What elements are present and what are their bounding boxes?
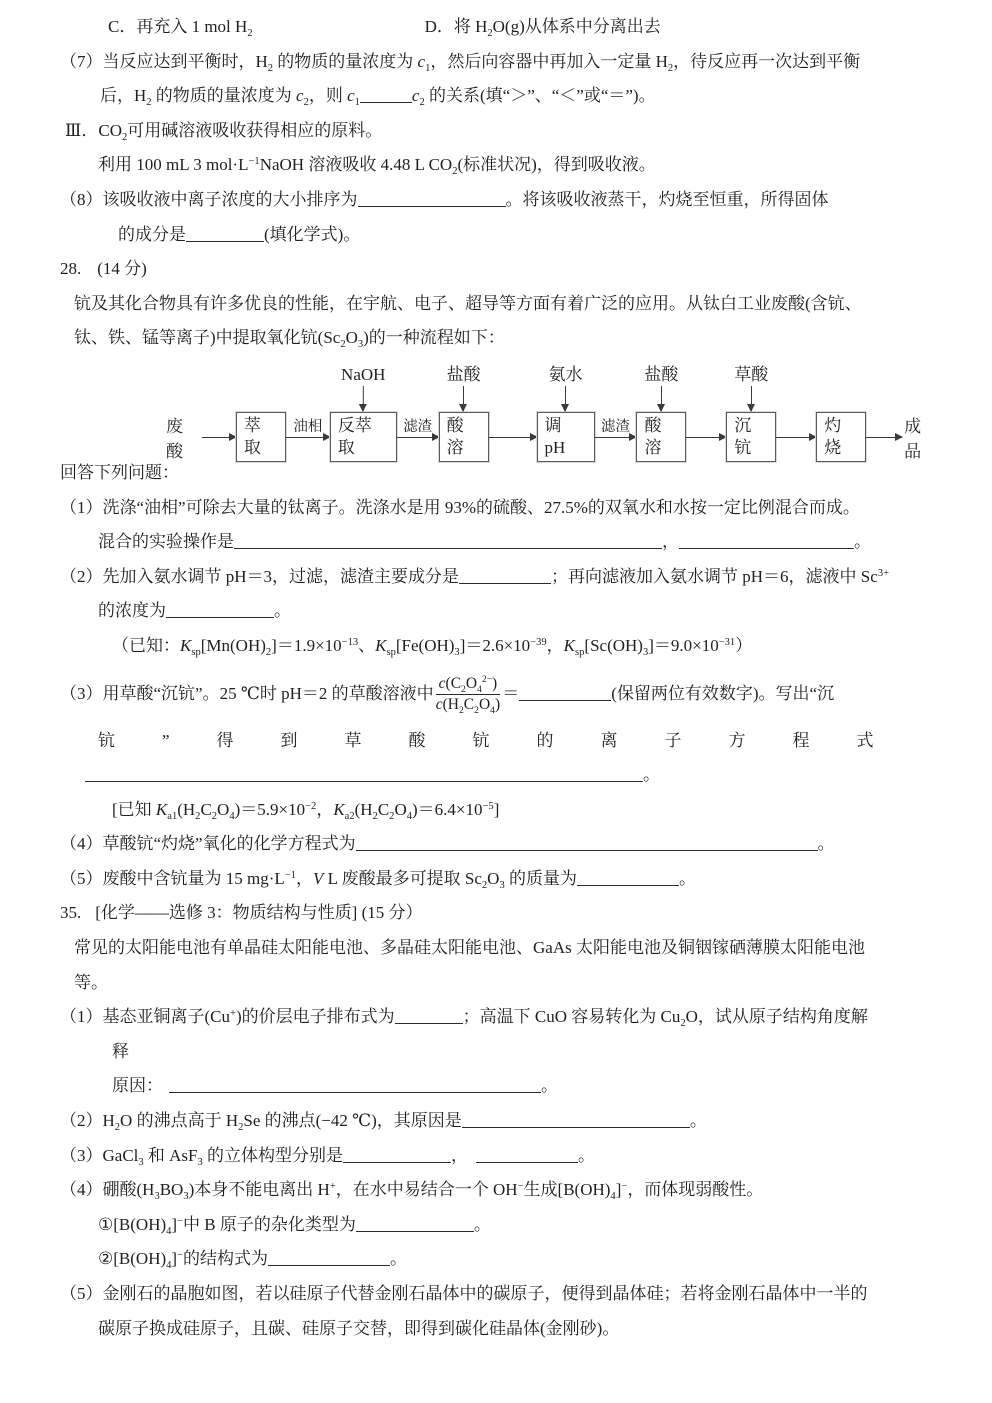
answer-blank: [356, 1219, 474, 1232]
arrow-down-icon: [751, 386, 752, 411]
q28-2-line2: 的浓度为 。: [98, 601, 291, 621]
answer-blank: [268, 1253, 390, 1266]
answer-blank: [343, 1150, 451, 1163]
q35-2: $(2)H_2O$ 的沸点高于 $H_2Se$ 的沸点(−42 ℃)，其原因是 。: [60, 1111, 707, 1134]
arrow-right-icon: [686, 437, 726, 438]
q7-line2: 后，$H_2$ 的物质的量浓度为 $c_2$，则 $c_1$ $c_2$ 的关系(填“＞”、“＜”或“＝”)。: [100, 86, 656, 109]
fraction: $\frac{c(C_2O_4^{2-})}{c(H_2C_2O_4)}$: [435, 673, 501, 717]
flow-box-2: 酸溶 盐酸: [439, 412, 489, 462]
text-block-bottom: [60, 456, 940, 1346]
q35-header: 35. [化学——选修 3：物质结构与性质] (15 分）: [60, 903, 423, 923]
flow-box-5: 沉钪 草酸: [726, 412, 776, 462]
flow-input: [734, 366, 768, 413]
spacer: [81, 273, 97, 274]
flow-input-label: 盐酸: [644, 365, 679, 385]
q28-1-line1: （1）洗涤“油相”可除去大量的钛离子。洗涤水是用 93%的硫酸、27.5%的双氧水和水按一定比例混合而成。: [60, 497, 860, 517]
q28-5: （5）废酸中含钪量为 15 $mg\cdot L^{-1}$，V L 废酸最多可提取 $Sc_2O_3$ 的质量为 。: [60, 868, 696, 891]
answer-blank: [476, 1150, 578, 1163]
arrow-right-icon: [595, 419, 637, 438]
section-III-body: 利用 100 mL 3 $mol\cdot L^{-1}NaOH$ 溶液吸收 4.48 L $CO_2$(标准状况)，得到吸收液。: [98, 155, 656, 178]
flow-input-label: 草酸: [734, 365, 769, 385]
text-block-top: [60, 10, 940, 356]
q28-intro1: 钪及其化合物具有许多优良的性能，在宇航、电子、超导等方面有着广泛的应用。从钛白工业废酸(含钪、: [74, 293, 862, 313]
flow-box-3: 调 pH 氨水: [537, 412, 595, 462]
arrow-right-icon: [397, 419, 439, 438]
arrow-down-icon: [463, 386, 464, 411]
q28-intro2: 钛、铁、锰等离子)中提取氧化钪$(Sc_2O_3)$的一种流程如下：: [74, 328, 505, 351]
arrow-right-icon: [489, 437, 537, 438]
q35-4-sub1: $①[B(OH)_4]^-$中 B 原子的杂化类型为 。: [98, 1214, 491, 1237]
answer-blank: [186, 229, 264, 242]
q28-1-line2: 混合的实验操作是 ， 。: [98, 532, 871, 552]
spacer: [253, 31, 425, 32]
flow-input: [644, 366, 678, 413]
q35-4-sub2: $②[B(OH)_4]^-$的结构式为 。: [98, 1249, 408, 1272]
answer-blank: [519, 688, 611, 701]
arrow-label: 滤渣: [600, 419, 630, 436]
q35-intro2: 等。: [74, 972, 108, 992]
flow-box-0: 萃取: [236, 412, 286, 462]
spacer: [81, 917, 95, 918]
process-flowchart: [164, 360, 940, 462]
arrow-label: 滤渣: [403, 419, 433, 436]
arrow-right-icon: [202, 437, 236, 438]
answer-blank: [679, 536, 854, 549]
flow-input: [549, 366, 583, 413]
answer-blank: [577, 873, 679, 886]
answer-blank: [356, 838, 818, 851]
answer-blank: [169, 1080, 541, 1093]
q28-3-line1: （3）用草酸“沉钪”。25 ℃时 pH＝2 的草酸溶液中 $\frac{c(C_2O_4^{2-})}{c(H_2C_2O_4)}$ ＝ (保留两位有效数字)。写出“沉: [60, 673, 835, 717]
q28-3-known: [已知 $K_{a1}(H_2C_2O_4)=5.9\times 10^{-2}$，$K_{a2}(H_2C_2O_4)=6.4\times 10^{-5}$]: [112, 799, 500, 822]
q8-line2: 的成分是 (填化学式)。: [118, 224, 361, 244]
q35-4: （4）硼酸$(H_3BO_3)$本身不能电离出 H+，在水中易结合一个 OH−生成$[B(OH)_4]^-$，而体现弱酸性。: [60, 1180, 764, 1203]
q35-1-line2: 释: [112, 1041, 129, 1061]
answer-blank: [85, 769, 643, 782]
answer-blank: [395, 1011, 463, 1024]
q8-line1: （8）该吸收液中离子浓度的大小排序为 。将该吸收液蒸干，灼烧至恒重，所得固体: [60, 189, 829, 209]
flow-input: [341, 366, 385, 413]
section-III-header: Ⅲ．$CO_2$可用碱溶液吸收获得相应的原料。: [65, 120, 383, 143]
answer-blank: [462, 1115, 690, 1128]
flow-box-4: 酸溶 盐酸: [636, 412, 686, 462]
flow-box-6: 灼烧: [816, 412, 866, 462]
q28-3-line2: 钪”得到草酸钪的离子方程式: [98, 730, 921, 750]
q35-3: （3）GaCl$_3$ 和 AsF$_3$ 的立体构型分别是 ， 。: [60, 1145, 596, 1168]
flow-source: 废酸: [166, 417, 183, 462]
flow-input-label: 氨水: [548, 365, 583, 385]
arrow-right-icon: [286, 419, 330, 438]
q28-2-known: （已知：$K_{sp}[Mn(OH)_2]=1.9\times 10^{-13}$、$K_{sp}[Fe(OH)_3]=2.6\times 10^{-39}$，$K_{sp}[Sc(OH)_3]=9.0\times 10^{-31}$）: [112, 635, 753, 658]
answer-blank: [358, 194, 506, 207]
flow-box-1: 反萃取 NaOH: [330, 412, 397, 462]
flow-result: 成品: [904, 417, 922, 462]
document-body: [60, 10, 940, 1346]
q28-header: 28. (14 分): [60, 259, 147, 279]
answer-blank: [360, 90, 412, 103]
spacer: [468, 1160, 476, 1161]
q28-4: （4）草酸钪“灼烧”氧化的化学方程式为 。: [60, 834, 835, 854]
options-c-d: C．再充入 1 mol $H_2$ D．将 $H_2O(g)$从体系中分离出去: [108, 17, 661, 39]
flowchart-chain: [164, 365, 940, 462]
q35-intro1: 常见的太阳能电池有单晶硅太阳能电池、多晶硅太阳能电池、GaAs 太阳能电池及铜铟镓硒薄膜太阳能电池: [74, 938, 865, 958]
answer-blank: [166, 605, 274, 618]
flow-input-label: NaOH: [341, 365, 386, 385]
q28-2-line1: （2）先加入氨水调节 pH＝3，过滤，滤渣主要成分是 ；再向滤液加入氨水调节 pH＝6，滤液中 $Sc^{3+}$: [60, 566, 890, 586]
q35-1-line1: （1）基态亚铜离子(Cu+)的价层电子排布式为 ；高温下 CuO 容易转化为 $Cu_2O$，试从原子结构角度解: [60, 1007, 868, 1030]
answer-blank: [459, 571, 551, 584]
arrow-down-icon: [363, 386, 364, 411]
q35-5-line2: 碳原子换成硅原子，且碳、硅原子交替，即得到碳化硅晶体(金刚砂)。: [98, 1318, 620, 1338]
arrow-right-icon: [866, 437, 902, 438]
q28-3-line3: 。: [85, 758, 940, 793]
arrow-right-icon: [776, 437, 816, 438]
arrow-down-icon: [565, 386, 566, 411]
q35-5-line1: （5）金刚石的晶胞如图，若以硅原子代替金刚石晶体中的碳原子，便得到晶体硅；若将金刚石晶体中一半的: [60, 1284, 868, 1303]
flow-input: [447, 366, 481, 413]
q35-1-line3: 原因： 。: [112, 1076, 558, 1096]
flow-input-label: 盐酸: [446, 365, 481, 385]
arrow-down-icon: [661, 386, 662, 411]
arrow-label: 油相: [293, 419, 323, 436]
q7-line1: （7）当反应达到平衡时，$H_2$ 的物质的量浓度为 $c_1$，然后向容器中再加入一定量 $H_2$，待反应再一次达到平衡: [60, 51, 861, 74]
answer-blank: [234, 536, 662, 549]
q28-prompt: 回答下列问题：: [60, 462, 179, 482]
